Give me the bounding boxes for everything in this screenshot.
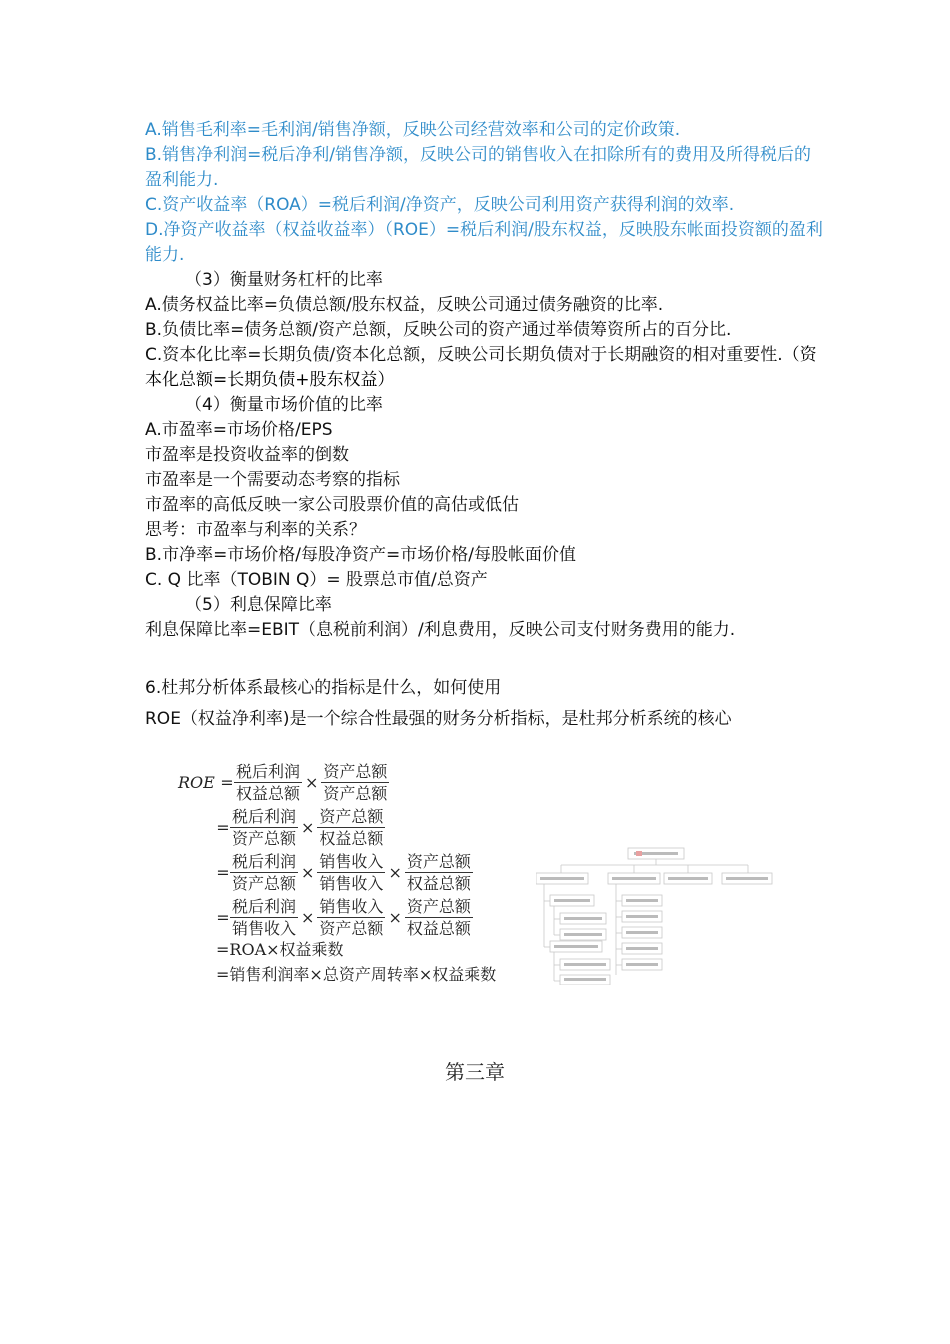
times-sign: × xyxy=(301,862,315,882)
times-sign: × xyxy=(301,907,315,927)
dupont-formula xyxy=(178,760,548,990)
formula-row-1 xyxy=(178,760,389,804)
ratio-roa: C.资产收益率（ROA）=税后利润/净资产，反映公司利用资产获得利润的效率. xyxy=(145,195,735,215)
ratio-capitalization-text: C.资本化比率=长期负债/资本化总额，反映公司长期负债对于长期融资的相对重要性. xyxy=(145,345,783,365)
fraction xyxy=(230,896,298,939)
numerator: 税后利润 xyxy=(236,761,301,781)
ratio-tobin-q: C. Q 比率（TOBIN Q）= 股票总市值/总资产 xyxy=(145,570,488,590)
denominator: 资产总额 xyxy=(319,918,384,938)
fraction xyxy=(321,761,389,804)
numerator: 资产总额 xyxy=(323,761,388,781)
section-leverage-heading: （3）衡量财务杠杆的比率 xyxy=(185,270,383,290)
dupont-tree-diagram xyxy=(536,845,776,985)
denominator: 资产总额 xyxy=(232,828,297,848)
denominator: 销售收入 xyxy=(319,873,384,893)
pe-note-4: 思考：市盈率与利率的关系？ xyxy=(145,520,366,540)
numerator: 税后利润 xyxy=(232,896,297,916)
numerator: 销售收入 xyxy=(319,851,384,871)
formula-lhs: ROE xyxy=(178,772,215,792)
ratio-debt: B.负债比率=债务总额/资产总额，反映公司的资产通过举债筹资所占的百分比. xyxy=(145,320,732,340)
numerator: 销售收入 xyxy=(319,896,384,916)
roe-core-statement: ROE（权益净利率)是一个综合性最强的财务分析指标，是杜邦分析系统的核心 xyxy=(145,709,732,729)
denominator: 资产总额 xyxy=(323,783,388,803)
equals-sign: = xyxy=(216,907,230,927)
denominator: 销售收入 xyxy=(232,918,297,938)
pe-note-2: 市盈率是一个需要动态考察的指标 xyxy=(145,470,400,490)
numerator: 资产总额 xyxy=(406,896,471,916)
numerator: 税后利润 xyxy=(232,806,297,826)
chapter-title: 第三章 xyxy=(445,1060,505,1084)
formula-row-4 xyxy=(216,895,473,939)
times-sign: × xyxy=(305,772,319,792)
document-body xyxy=(145,118,825,732)
equals-sign: = xyxy=(220,772,234,792)
section-interest-heading: （5）利息保障比率 xyxy=(185,595,332,615)
times-sign: × xyxy=(388,862,402,882)
fraction xyxy=(234,761,302,804)
denominator: 权益总额 xyxy=(319,828,384,848)
pe-note-1: 市盈率是投资收益率的倒数 xyxy=(145,445,349,465)
formula-row-3 xyxy=(216,850,473,894)
fraction xyxy=(405,896,473,939)
denominator: 权益总额 xyxy=(406,873,471,893)
denominator: 资产总额 xyxy=(232,873,297,893)
ratio-gross-margin: A.销售毛利率=毛利润/销售净额，反映公司经营效率和公司的定价政策. xyxy=(145,120,681,140)
pe-note-3: 市盈率的高低反映一家公司股票价值的高估或低估 xyxy=(145,495,519,515)
ratio-pb: B.市净率=市场价格/每股净资产=市场价格/每股帐面价值 xyxy=(145,545,577,565)
ratio-net-margin: B.销售净利润=税后净利/销售净额，反映公司的销售收入在扣除所有的费用及所得税后的盈利能力. xyxy=(145,145,812,190)
fraction xyxy=(405,851,473,894)
formula-row-5: =ROA×权益乘数 xyxy=(216,940,344,959)
ratio-capitalization xyxy=(145,343,825,393)
section-market-heading: （4）衡量市场价值的比率 xyxy=(185,395,383,415)
formula-row-2 xyxy=(216,805,385,849)
times-sign: × xyxy=(388,907,402,927)
question-6: 6.杜邦分析体系最核心的指标是什么，如何使用 xyxy=(145,678,502,698)
numerator: 税后利润 xyxy=(232,851,297,871)
fraction xyxy=(230,806,298,849)
equals-sign: = xyxy=(216,862,230,882)
formula-row-6: =销售利润率×总资产周转率×权益乘数 xyxy=(216,965,497,984)
fraction xyxy=(317,896,385,939)
times-sign: × xyxy=(301,817,315,837)
numerator: 资产总额 xyxy=(319,806,384,826)
fraction xyxy=(317,851,385,894)
denominator: 权益总额 xyxy=(406,918,471,938)
spacer xyxy=(145,643,825,676)
equals-sign: = xyxy=(216,817,230,837)
fraction xyxy=(230,851,298,894)
ratio-capitalization-note: （资本化总额=长期负债+股东权益） xyxy=(145,345,817,390)
ratio-debt-equity: A.债务权益比率=负债总额/股东权益，反映公司通过债务融资的比率. xyxy=(145,295,664,315)
fraction xyxy=(317,806,385,849)
ratio-pe: A.市盈率=市场价格/EPS xyxy=(145,420,333,440)
ratio-interest-coverage: 利息保障比率=EBIT（息税前利润）/利息费用，反映公司支付财务费用的能力. xyxy=(145,620,736,640)
denominator: 权益总额 xyxy=(236,783,301,803)
numerator: 资产总额 xyxy=(406,851,471,871)
ratio-roe: D.净资产收益率（权益收益率）（ROE）=税后利润/股东权益，反映股东帐面投资额的盈利能力. xyxy=(145,220,823,265)
